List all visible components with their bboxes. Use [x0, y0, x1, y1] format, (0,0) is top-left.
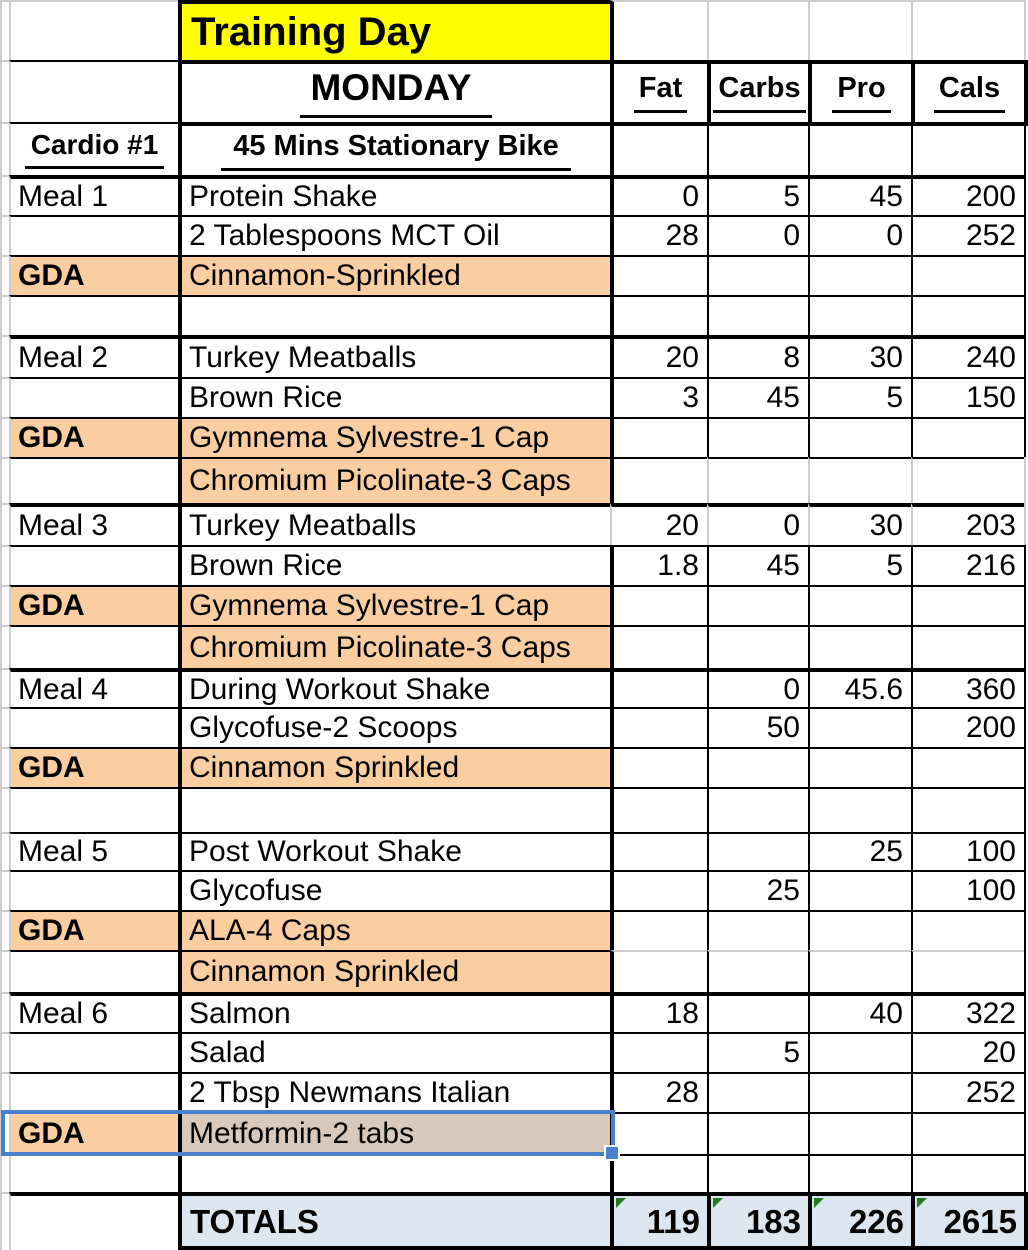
- cell-margin[interactable]: [0, 787, 9, 832]
- cell-description[interactable]: Salmon: [178, 992, 610, 1032]
- cell-description[interactable]: ALA-4 Caps: [178, 910, 610, 950]
- cell-cals[interactable]: 203: [911, 503, 1024, 545]
- cell-label[interactable]: Meal 3: [9, 503, 178, 545]
- totals-pro-cell[interactable]: [808, 1192, 911, 1250]
- cell-description[interactable]: Salad: [178, 1032, 610, 1072]
- cell-cals[interactable]: [911, 585, 1024, 625]
- table-row: [0, 295, 1028, 335]
- grid-filler: [1024, 668, 1028, 707]
- cell-cals[interactable]: 252: [911, 215, 1024, 255]
- day-header-cell[interactable]: [178, 60, 610, 122]
- cell-pro[interactable]: [808, 417, 911, 457]
- formula-warning-icon: [713, 1198, 723, 1208]
- grid-filler: [1024, 747, 1028, 787]
- cell-carbs[interactable]: [707, 1154, 808, 1192]
- cell-fat[interactable]: [610, 950, 707, 992]
- table-row: [0, 417, 1028, 457]
- cell-margin[interactable]: [0, 832, 9, 870]
- cell-carbs[interactable]: [707, 0, 808, 60]
- cell-pro[interactable]: [808, 122, 911, 175]
- cell-carbs[interactable]: 45: [707, 377, 808, 417]
- cell-label[interactable]: [9, 625, 178, 668]
- table-row: [0, 255, 1028, 295]
- table-row: [0, 60, 1028, 122]
- cell-description[interactable]: Glycofuse: [178, 870, 610, 910]
- cell-margin[interactable]: [0, 1154, 9, 1192]
- cell-label[interactable]: GDA: [9, 417, 178, 457]
- formula-warning-icon: [917, 1198, 927, 1208]
- grid-filler: [1024, 585, 1028, 625]
- cell-margin[interactable]: [0, 417, 9, 457]
- cell-description[interactable]: Post Workout Shake: [178, 832, 610, 870]
- cell-label[interactable]: [9, 545, 178, 585]
- cell-description[interactable]: [178, 295, 610, 335]
- cardio-description-cell[interactable]: [178, 122, 610, 175]
- grid-filler: [1024, 1192, 1028, 1250]
- cell-fat[interactable]: 20: [610, 335, 707, 377]
- cell-fat[interactable]: [610, 417, 707, 457]
- cell-description[interactable]: 2 Tablespoons MCT Oil: [178, 215, 610, 255]
- cell-label[interactable]: [9, 1192, 178, 1250]
- grid-filler: [1024, 417, 1028, 457]
- cell-fat[interactable]: 0: [610, 175, 707, 215]
- cell-margin[interactable]: [0, 60, 9, 122]
- cell-carbs[interactable]: 0: [707, 668, 808, 707]
- cell-cals[interactable]: [911, 787, 1024, 832]
- cell-margin[interactable]: [0, 950, 9, 992]
- cell-fat[interactable]: [610, 457, 707, 503]
- cell-carbs[interactable]: [707, 295, 808, 335]
- cell-cals[interactable]: 200: [911, 175, 1024, 215]
- grid-filler: [1024, 545, 1028, 585]
- cell-margin[interactable]: [0, 1112, 9, 1154]
- cell-fat[interactable]: 20: [610, 503, 707, 545]
- cell-description[interactable]: Chromium Picolinate-3 Caps: [178, 625, 610, 668]
- cell-pro[interactable]: 30: [808, 503, 911, 545]
- cell-pro[interactable]: [808, 1072, 911, 1112]
- cell-description[interactable]: Cinnamon Sprinkled: [178, 747, 610, 787]
- cell-description[interactable]: Brown Rice: [178, 545, 610, 585]
- cell-label[interactable]: [9, 707, 178, 747]
- cell-carbs[interactable]: 45: [707, 545, 808, 585]
- table-row: [0, 457, 1028, 503]
- cardio-label-cell[interactable]: [9, 122, 178, 175]
- grid-filler: [1024, 1112, 1028, 1154]
- cell-label[interactable]: [9, 1072, 178, 1112]
- cell-description[interactable]: Protein Shake: [178, 175, 610, 215]
- table-row: [0, 1154, 1028, 1192]
- cell-carbs[interactable]: 0: [707, 503, 808, 545]
- cell-label[interactable]: [9, 215, 178, 255]
- cell-description[interactable]: Glycofuse-2 Scoops: [178, 707, 610, 747]
- cell-label[interactable]: [9, 60, 178, 122]
- cell-pro[interactable]: [808, 787, 911, 832]
- grid-filler: [1024, 992, 1028, 1032]
- cell-fat[interactable]: 18: [610, 992, 707, 1032]
- cell-pro[interactable]: [808, 910, 911, 950]
- cell-carbs[interactable]: [707, 585, 808, 625]
- table-row: [0, 545, 1028, 585]
- cell-label[interactable]: [9, 457, 178, 503]
- cell-cals[interactable]: 20: [911, 1032, 1024, 1072]
- cell-description[interactable]: Gymnema Sylvestre-1 Cap: [178, 417, 610, 457]
- cell-fat[interactable]: [610, 787, 707, 832]
- cell-cals[interactable]: 216: [911, 545, 1024, 585]
- cell-margin[interactable]: [0, 503, 9, 545]
- cell-label[interactable]: [9, 787, 178, 832]
- cell-fat[interactable]: [610, 625, 707, 668]
- cell-label[interactable]: [9, 377, 178, 417]
- cell-carbs[interactable]: [707, 787, 808, 832]
- table-row: [0, 1032, 1028, 1072]
- formula-warning-icon: [814, 1198, 824, 1208]
- table-row: [0, 377, 1028, 417]
- totals-label: TOTALS: [190, 1202, 319, 1240]
- table-row: [0, 122, 1028, 175]
- grid-filler: [1024, 335, 1028, 377]
- cell-fat[interactable]: [610, 707, 707, 747]
- cell-cals[interactable]: [911, 255, 1024, 295]
- cell-pro[interactable]: [808, 1112, 911, 1154]
- cell-carbs[interactable]: [707, 1072, 808, 1112]
- cell-cals[interactable]: [911, 747, 1024, 787]
- cell-fat[interactable]: [610, 910, 707, 950]
- cell-label[interactable]: [9, 1154, 178, 1192]
- cell-fat[interactable]: [610, 832, 707, 870]
- cell-margin[interactable]: [0, 1192, 9, 1250]
- cell-fat[interactable]: [610, 255, 707, 295]
- table-row: [0, 625, 1028, 668]
- cell-fat[interactable]: [610, 1112, 707, 1154]
- cell-margin[interactable]: [0, 122, 9, 175]
- cell-cals[interactable]: [911, 457, 1024, 503]
- totals-fat-cell[interactable]: [610, 1192, 707, 1250]
- cell-pro[interactable]: [808, 1154, 911, 1192]
- column-header-cals[interactable]: [911, 60, 1024, 122]
- cell-cals[interactable]: [911, 122, 1024, 175]
- cell-description[interactable]: [178, 1154, 610, 1192]
- cell-cals[interactable]: [911, 910, 1024, 950]
- grid-filler: [1024, 1154, 1028, 1192]
- totals-cals-cell[interactable]: [911, 1192, 1024, 1250]
- cell-margin[interactable]: [0, 707, 9, 747]
- totals-label-cell[interactable]: [178, 1192, 610, 1250]
- cell-pro[interactable]: [808, 870, 911, 910]
- cell-cals[interactable]: [911, 950, 1024, 992]
- cell-description[interactable]: 2 Tbsp Newmans Italian: [178, 1072, 610, 1112]
- cell-pro[interactable]: 0: [808, 215, 911, 255]
- cell-carbs[interactable]: [707, 625, 808, 668]
- cell-fat[interactable]: [610, 747, 707, 787]
- cell-pro[interactable]: 5: [808, 377, 911, 417]
- table-row: [0, 503, 1028, 545]
- grid-filler: [1024, 0, 1028, 60]
- totals-row: [0, 1192, 1028, 1250]
- cell-carbs[interactable]: [707, 417, 808, 457]
- grid-filler: [1024, 503, 1028, 545]
- totals-fat: 119: [646, 1202, 700, 1240]
- cell-cals[interactable]: [911, 295, 1024, 335]
- cell-label[interactable]: GDA: [9, 585, 178, 625]
- grid-filler: [1024, 832, 1028, 870]
- grid-filler: [1024, 255, 1028, 295]
- cell-fat[interactable]: 28: [610, 1072, 707, 1112]
- formula-warning-icon: [616, 1198, 626, 1208]
- cell-cals[interactable]: 150: [911, 377, 1024, 417]
- grid-filler: [1024, 295, 1028, 335]
- cell-fat[interactable]: 3: [610, 377, 707, 417]
- cell-label[interactable]: GDA: [9, 747, 178, 787]
- grid-filler: [1024, 1032, 1028, 1072]
- table-row: [0, 707, 1028, 747]
- table-row: [0, 0, 1028, 60]
- cell-carbs[interactable]: [707, 832, 808, 870]
- grid-filler: [1024, 1072, 1028, 1112]
- cell-carbs[interactable]: [707, 122, 808, 175]
- cell-fat[interactable]: [610, 122, 707, 175]
- table-row: [0, 787, 1028, 832]
- cell-description[interactable]: Cinnamon-Sprinkled: [178, 255, 610, 295]
- cell-label[interactable]: [9, 295, 178, 335]
- cell-pro[interactable]: [808, 950, 911, 992]
- cell-carbs[interactable]: [707, 910, 808, 950]
- cell-fat[interactable]: [610, 295, 707, 335]
- cell-margin[interactable]: [0, 295, 9, 335]
- cell-pro[interactable]: [808, 295, 911, 335]
- cell-cals[interactable]: [911, 1112, 1024, 1154]
- totals-cals: 2615: [943, 1202, 1017, 1240]
- grid-filler: [1024, 950, 1028, 992]
- cell-description[interactable]: Turkey Meatballs: [178, 335, 610, 377]
- cell-carbs[interactable]: 25: [707, 870, 808, 910]
- totals-pro: 226: [848, 1202, 904, 1240]
- cell-carbs[interactable]: [707, 255, 808, 295]
- cell-carbs[interactable]: [707, 992, 808, 1032]
- cell-margin[interactable]: [0, 0, 9, 60]
- cell-carbs[interactable]: 5: [707, 175, 808, 215]
- cell-cals[interactable]: 360: [911, 668, 1024, 707]
- grid-filler: [1024, 910, 1028, 950]
- column-header-label: Carbs: [713, 74, 805, 113]
- cell-margin[interactable]: [0, 870, 9, 910]
- cardio-label: Cardio #1: [25, 131, 165, 169]
- cell-description[interactable]: Turkey Meatballs: [178, 503, 610, 545]
- table-row: [0, 668, 1028, 707]
- cell-cals[interactable]: 322: [911, 992, 1024, 1032]
- table-row: [0, 1112, 1028, 1154]
- grid-filler: [1024, 377, 1028, 417]
- cell-cals[interactable]: 240: [911, 335, 1024, 377]
- cell-margin[interactable]: [0, 175, 9, 215]
- grid-filler: [1024, 457, 1028, 503]
- cell-fat[interactable]: 28: [610, 215, 707, 255]
- cell-margin[interactable]: [0, 457, 9, 503]
- table-row: [0, 175, 1028, 215]
- cell-cals[interactable]: [911, 625, 1024, 668]
- cell-carbs[interactable]: [707, 747, 808, 787]
- grid-filler: [1024, 870, 1028, 910]
- cell-carbs[interactable]: 0: [707, 215, 808, 255]
- cell-pro[interactable]: [808, 255, 911, 295]
- cell-margin[interactable]: [0, 910, 9, 950]
- cell-margin[interactable]: [0, 255, 9, 295]
- cell-margin[interactable]: [0, 377, 9, 417]
- cell-pro[interactable]: [808, 1032, 911, 1072]
- cell-carbs[interactable]: 8: [707, 335, 808, 377]
- grid-filler: [1024, 175, 1028, 215]
- cell-margin[interactable]: [0, 585, 9, 625]
- cell-cals[interactable]: 100: [911, 832, 1024, 870]
- cell-label[interactable]: [9, 950, 178, 992]
- column-header-carbs[interactable]: [707, 60, 808, 122]
- cell-margin[interactable]: [0, 1072, 9, 1112]
- table-row: [0, 747, 1028, 787]
- grid-filler: [1024, 707, 1028, 747]
- cell-label[interactable]: Meal 5: [9, 832, 178, 870]
- cell-carbs[interactable]: [707, 1112, 808, 1154]
- cell-description[interactable]: [178, 787, 610, 832]
- cell-margin[interactable]: [0, 545, 9, 585]
- cell-label[interactable]: Meal 2: [9, 335, 178, 377]
- cell-pro[interactable]: [808, 747, 911, 787]
- cell-label[interactable]: Meal 4: [9, 668, 178, 707]
- grid-filler: [1024, 787, 1028, 832]
- table-row: [0, 585, 1028, 625]
- sheet-title-cell[interactable]: [178, 0, 610, 60]
- cell-label[interactable]: [9, 1032, 178, 1072]
- table-row: [0, 1072, 1028, 1112]
- cell-carbs[interactable]: [707, 950, 808, 992]
- cell-pro[interactable]: 45.6: [808, 668, 911, 707]
- cell-pro[interactable]: 40: [808, 992, 911, 1032]
- cell-pro[interactable]: 5: [808, 545, 911, 585]
- fill-handle[interactable]: [604, 1145, 620, 1161]
- cell-cals[interactable]: 100: [911, 870, 1024, 910]
- cell-label[interactable]: GDA: [9, 255, 178, 295]
- cell-cals[interactable]: 252: [911, 1072, 1024, 1112]
- cell-margin[interactable]: [0, 1032, 9, 1072]
- column-header-label: Fat: [634, 74, 688, 113]
- cell-label[interactable]: GDA: [9, 1112, 178, 1154]
- cell-description[interactable]: Cinnamon Sprinkled: [178, 950, 610, 992]
- cell-fat[interactable]: [610, 870, 707, 910]
- table-row: [0, 992, 1028, 1032]
- cell-label[interactable]: Meal 1: [9, 175, 178, 215]
- cell-pro[interactable]: [808, 625, 911, 668]
- cell-margin[interactable]: [0, 335, 9, 377]
- cell-description[interactable]: Chromium Picolinate-3 Caps: [178, 457, 610, 503]
- page-title: Training Day: [191, 10, 432, 54]
- cell-margin[interactable]: [0, 992, 9, 1032]
- cell-carbs[interactable]: 5: [707, 1032, 808, 1072]
- totals-carbs: 183: [745, 1202, 801, 1240]
- column-header-pro[interactable]: [808, 60, 911, 122]
- cell-fat[interactable]: [610, 1032, 707, 1072]
- cell-fat[interactable]: 1.8: [610, 545, 707, 585]
- table-row: [0, 832, 1028, 870]
- cell-cals[interactable]: [911, 0, 1024, 60]
- cell-pro[interactable]: 25: [808, 832, 911, 870]
- cell-margin[interactable]: [0, 747, 9, 787]
- grid-filler: [1024, 625, 1028, 668]
- totals-carbs-cell[interactable]: [707, 1192, 808, 1250]
- cell-pro[interactable]: [808, 585, 911, 625]
- column-header-fat[interactable]: [610, 60, 707, 122]
- cell-description[interactable]: Metformin-2 tabs: [178, 1112, 610, 1154]
- cell-pro[interactable]: 30: [808, 335, 911, 377]
- column-header-label: Pro: [832, 74, 890, 113]
- table-row: [0, 870, 1028, 910]
- cell-label[interactable]: [9, 870, 178, 910]
- cell-description[interactable]: Brown Rice: [178, 377, 610, 417]
- cell-pro[interactable]: 45: [808, 175, 911, 215]
- cell-label[interactable]: Meal 6: [9, 992, 178, 1032]
- cell-cals[interactable]: [911, 417, 1024, 457]
- cell-description[interactable]: Gymnema Sylvestre-1 Cap: [178, 585, 610, 625]
- cell-cals[interactable]: [911, 1154, 1024, 1192]
- grid-filler: [1024, 215, 1028, 255]
- cell-carbs[interactable]: [707, 457, 808, 503]
- cell-pro[interactable]: [808, 0, 911, 60]
- table-row: [0, 950, 1028, 992]
- cell-margin[interactable]: [0, 668, 9, 707]
- cell-margin[interactable]: [0, 625, 9, 668]
- cell-label[interactable]: GDA: [9, 910, 178, 950]
- cell-fat[interactable]: [610, 1154, 707, 1192]
- cell-cals[interactable]: 200: [911, 707, 1024, 747]
- cell-pro[interactable]: [808, 707, 911, 747]
- day-label: MONDAY: [300, 69, 491, 118]
- cell-margin[interactable]: [0, 215, 9, 255]
- cardio-description: 45 Mins Stationary Bike: [221, 132, 571, 171]
- table-row: [0, 335, 1028, 377]
- cell-fat[interactable]: [610, 668, 707, 707]
- column-header-label: Cals: [934, 74, 1005, 113]
- cell-carbs[interactable]: 50: [707, 707, 808, 747]
- cell-fat[interactable]: [610, 585, 707, 625]
- grid-filler: [1024, 122, 1028, 175]
- table-row: [0, 215, 1028, 255]
- grid-filler: [1024, 60, 1028, 122]
- cell-description[interactable]: During Workout Shake: [178, 668, 610, 707]
- cell-label[interactable]: [9, 0, 178, 60]
- table-row: [0, 910, 1028, 950]
- cell-pro[interactable]: [808, 457, 911, 503]
- cell-fat[interactable]: [610, 0, 707, 60]
